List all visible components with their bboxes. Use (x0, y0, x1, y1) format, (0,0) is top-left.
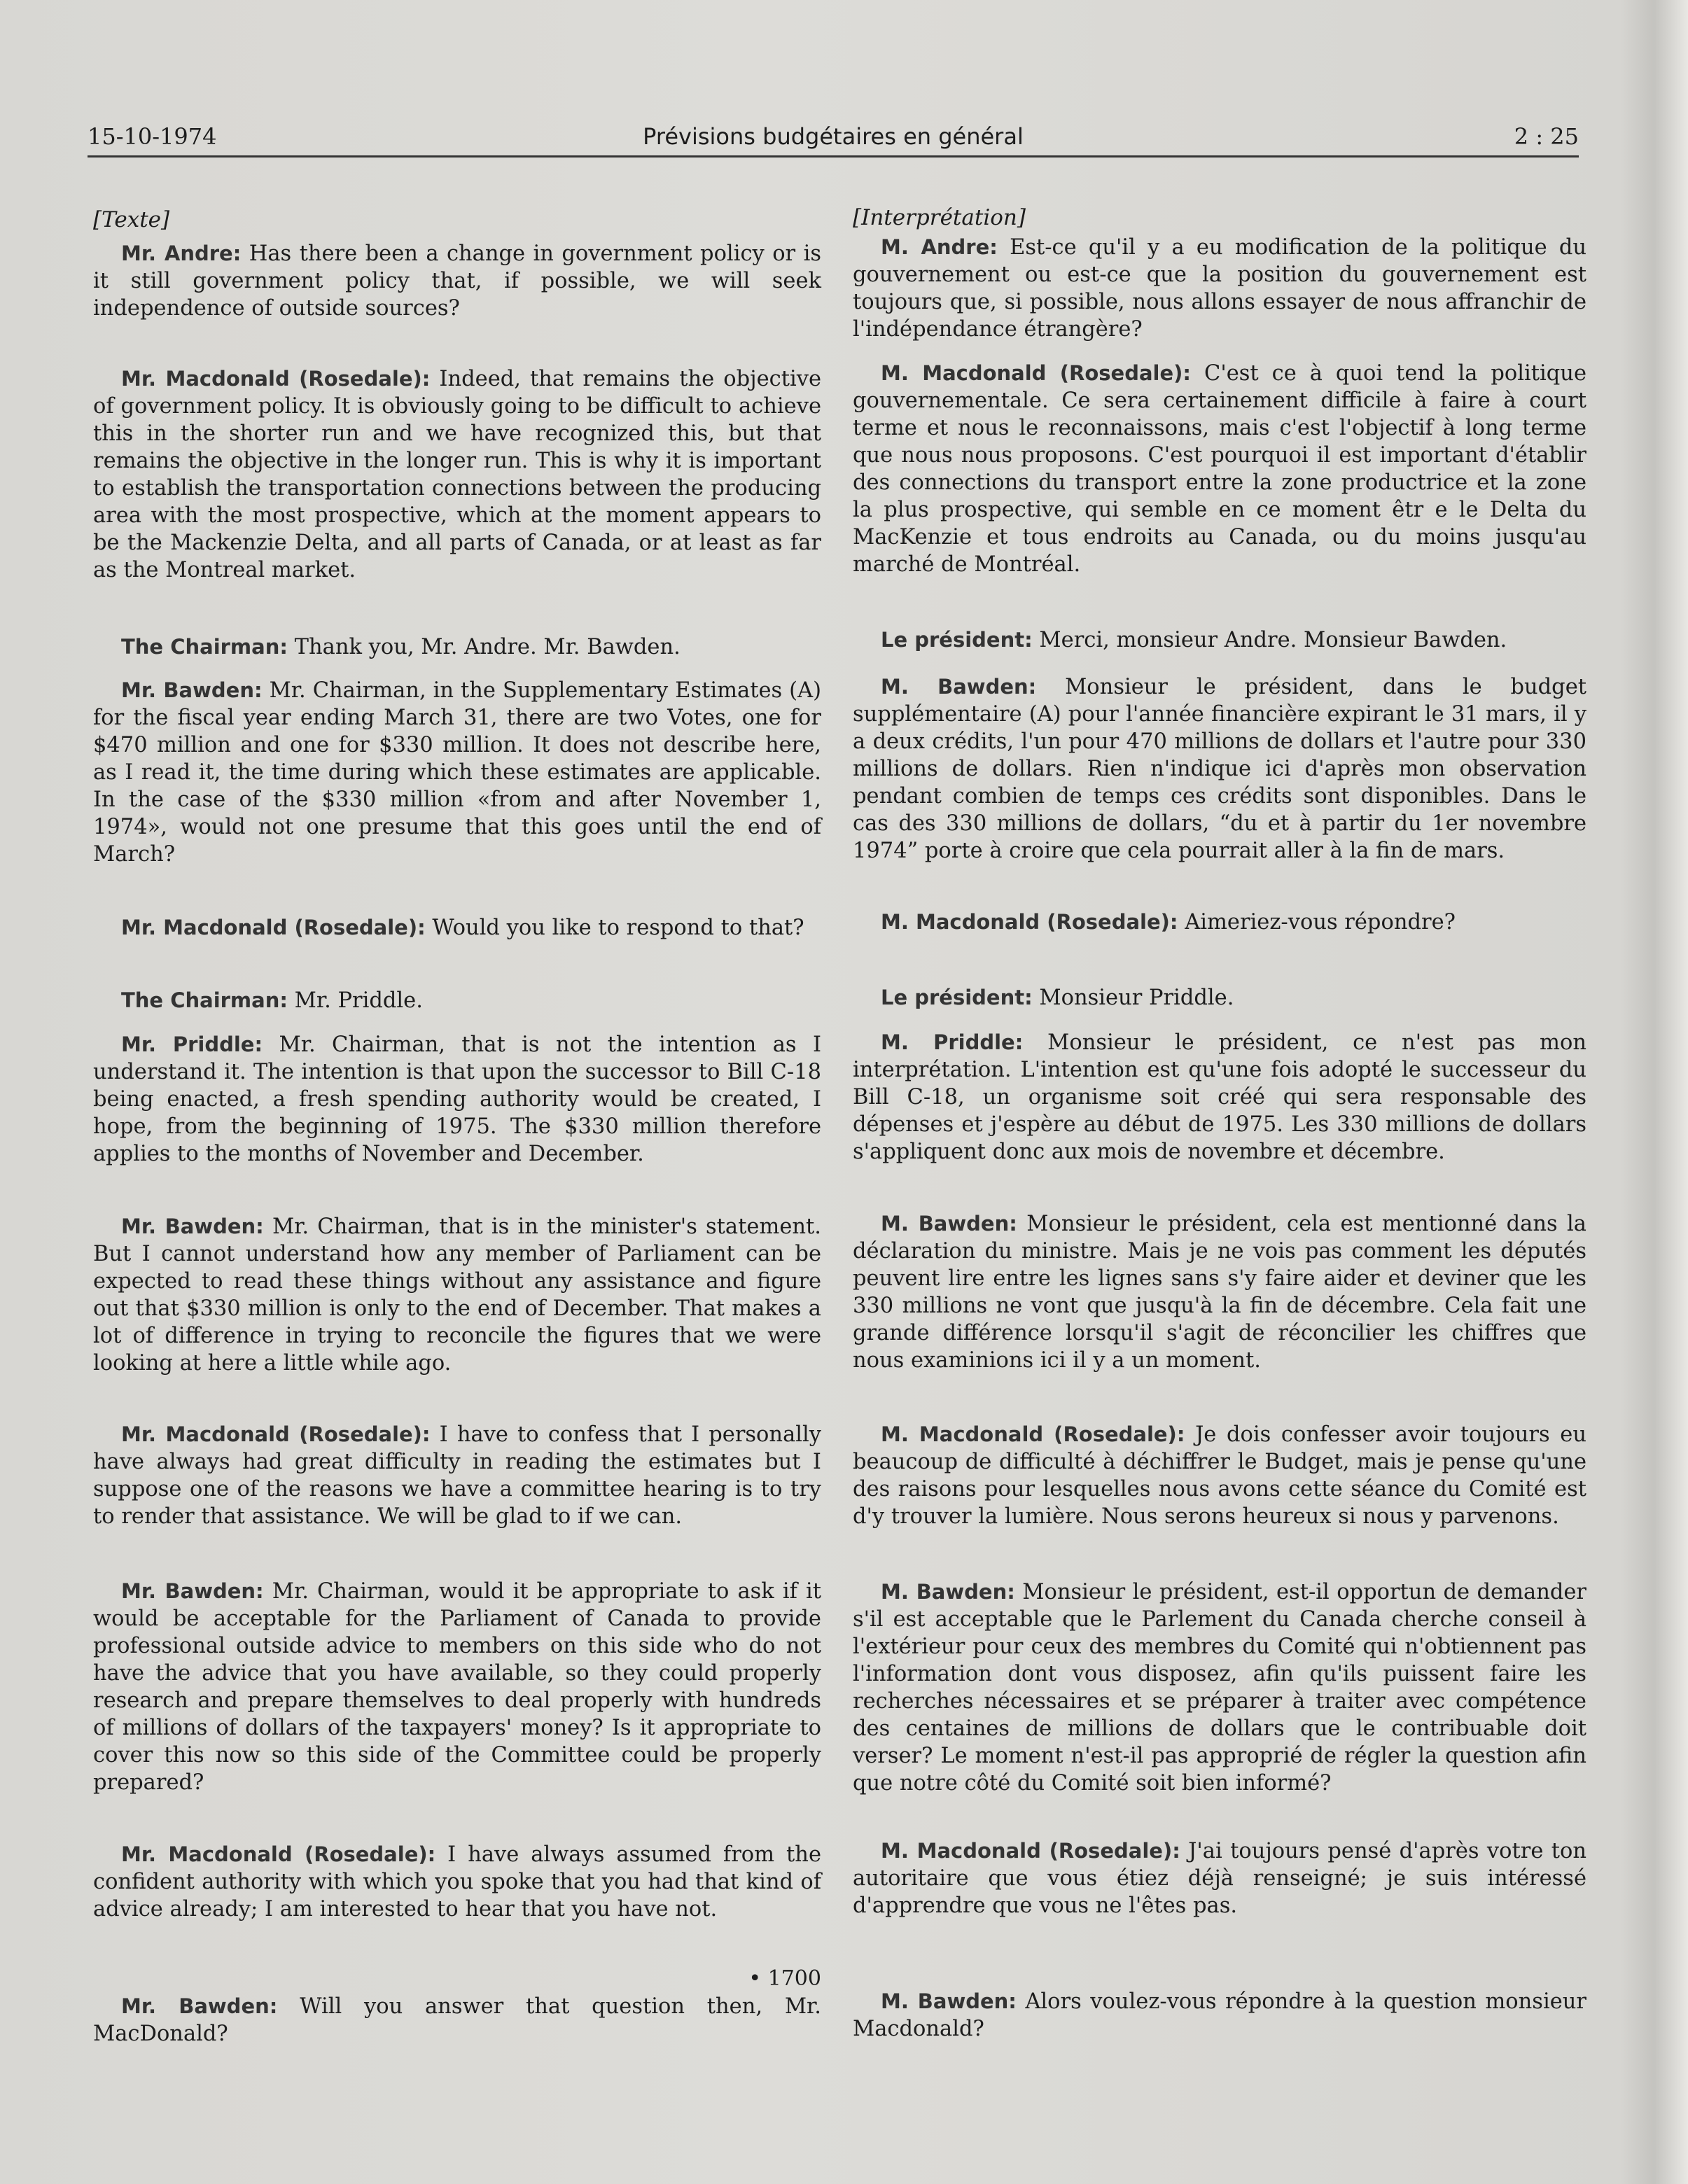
header-date: 15-10-1974 (88, 123, 217, 150)
paragraph (93, 914, 821, 941)
speaker-name: M. Macdonald (Rosedale): (881, 1839, 1180, 1863)
paragraph-text: Alors voulez-vous répondre à la question monsieur Macdonald? (853, 1989, 1586, 2041)
paragraph-text: Monsieur le président, est-il opportun de demander s'il est acceptable que le Parlement du Canada cherche conseil à l'extérieur pour ceux des membres du Comité qui n'obtiennent pas l'information dont vous disposez, afin qu'ils puissent faire les recherches nécessaires et se préparer à traiter avec compétence des centaines de millions de dollars que le contribuable doit verser? Le moment n'est-il pas approprié de régler la question afin que notre côté du Comité soit bien informé? (853, 1580, 1586, 1795)
header-page-number: 2 : 25 (1514, 123, 1579, 150)
speaker-name: Mr. Andre: (121, 241, 242, 265)
speaker-name: Mr. Macdonald (Rosedale): (121, 1422, 431, 1446)
paragraph (93, 634, 821, 661)
paragraph (93, 365, 821, 584)
speaker-name: Le président: (881, 986, 1033, 1009)
speaker-name: M. Bawden: (881, 675, 1037, 699)
paragraph-text: Mr. Chairman, in the Supplementary Estimates (A) for the fiscal year ending March 31, there are two Votes, one for $470 million and one for $330 million. It does not describe here, as I read it, the time during which these estimates are applicable. In the case of the $330 million «from and after November 1, 1974», would not one presume that this goes until the end of March? (93, 678, 821, 867)
paragraph (853, 984, 1586, 1011)
paragraph-text: Mr. Priddle. (287, 988, 423, 1013)
speaker-name: Mr. Priddle: (121, 1032, 263, 1056)
speaker-name: Mr. Bawden: (121, 1214, 264, 1238)
paragraph (93, 1578, 821, 1796)
speaker-name: M. Priddle: (881, 1030, 1024, 1054)
speaker-name: Mr. Bawden: (121, 1579, 264, 1603)
speaker-name: M. Bawden: (881, 1212, 1017, 1236)
speaker-name: M. Macdonald (Rosedale): (881, 1422, 1185, 1446)
paragraph-text: Monsieur Priddle. (1032, 986, 1234, 1010)
paragraph-text: Aimeriez-vous répondre? (1178, 910, 1456, 934)
paragraph-text: Monsieur le président, cela est mentionné dans la déclaration du ministre. Mais je ne vois pas comment les députés peuvent lire entre les lignes sans s'y faire aider et deviner que les 330 millions ne vont que jusqu'à la fin de décembre. Cela fait une grande différence lorsqu'il s'agit de réconcilier les chiffres que nous examinions ici il y a un moment. (853, 1212, 1586, 1373)
paragraph (93, 240, 821, 322)
paragraph (93, 1421, 821, 1530)
time-marker: • 1700 (748, 1966, 821, 1991)
language-tag: [Texte] (93, 207, 170, 232)
speaker-name: M. Macdonald (Rosedale): (881, 910, 1178, 934)
paragraph (853, 673, 1586, 864)
paragraph-text: I have to confess that I personally have always had great difficulty in reading the estimates but I suppose one of the reasons we have a committee hearing is to try to render that assistance. We will be glad to if we can. (93, 1422, 821, 1529)
paragraph-text: Thank you, Mr. Andre. Mr. Bawden. (287, 635, 681, 659)
paragraph (853, 1421, 1586, 1530)
paragraph (853, 360, 1586, 578)
page-header (88, 112, 1579, 158)
paragraph (93, 1031, 821, 1168)
paragraph (853, 1210, 1586, 1374)
paragraph-text: C'est ce à quoi tend la politique gouvernementale. Ce sera certainement difficile à faire à court terme et nous le reconnaissons, mais c'est l'objectif à long terme que nous nous proposons. C'est pourquoi il est important d'établir des connections du transport entre la zone productrice et la zone la plus prospective, qui semble en ce moment êtr e le Delta du MacKenzie et tous endroits au Canada, ou du moins jusqu'au marché de Montréal. (853, 361, 1586, 577)
paragraph (853, 1988, 1586, 2043)
paragraph-text: Monsieur le président, dans le budget supplémentaire (A) pour l'année financière expirant le 31 mars, il y a deux crédits, l'un pour 470 millions de dollars et l'autre pour 330 millions de dollars. Rien n'indique ici d'après mon observation pendant combien de temps ces crédits sont disponibles. Dans le cas des 330 millions de dollars, “du et à partir du 1er novembre 1974” porte à croire que cela pourrait aller à la fin de mars. (853, 675, 1587, 863)
paragraph-text: Has there been a change in government policy or is it still government policy that, if possible, we will seek independence of outside sources? (93, 241, 821, 321)
speaker-name: M. Andre: (881, 235, 998, 259)
speaker-name: The Chairman: (121, 988, 288, 1012)
paragraph (853, 1578, 1586, 1797)
paragraph-text: Est-ce qu'il y a eu modification de la politique du gouvernement ou est-ce que la position du gouvernement est toujours que, si possible, nous allons essayer de nous affranchir de l'indépendance étrangère? (853, 235, 1587, 342)
paragraph-text: I have always assumed from the confident authority with which you spoke that you had that kind of advice already; I am interested to hear that you have not. (93, 1842, 821, 1921)
paragraph (853, 626, 1586, 654)
paragraph-text: Indeed, that remains the objective of government policy. It is obviously going to be difficult to achieve this in the shorter run and we have recognized this, but that remains the objective in the longer run. This is why it is important to establish the transportation connections between the producing area with the most prospective, which at the moment appears to be the Mackenzie Delta, and all parts of Canada, or at least as far as the Montreal market. (93, 367, 821, 582)
paragraph (93, 1841, 821, 1923)
speaker-name: M. Bawden: (881, 1989, 1017, 2013)
paragraph-text: Monsieur le président, ce n'est pas mon interprétation. L'intention est qu'une fois adopté le successeur du Bill C-18, un organisme soit créé qui sera responsable des dépenses et j'espère au début de 1975. Les 330 millions de dollars s'appliquent donc aux mois de novembre et décembre. (853, 1030, 1586, 1164)
paragraph (93, 1993, 821, 2047)
speaker-name: M. Bawden: (881, 1580, 1015, 1604)
speaker-name: Mr. Macdonald (Rosedale): (121, 367, 431, 391)
paragraph (853, 1837, 1586, 1919)
paragraph (93, 1213, 821, 1377)
speaker-name: Mr. Macdonald (Rosedale): (121, 1842, 436, 1866)
paragraph (93, 987, 821, 1014)
speaker-name: Mr. Bawden: (121, 678, 263, 702)
paragraph-text: Will you answer that question then, Mr. MacDonald? (93, 1994, 821, 2046)
paragraph-text: J'ai toujours pensé d'après votre ton autoritaire que vous étiez déjà renseigné; je suis intéressé d'apprendre que vous ne l'êtes pas. (853, 1839, 1586, 1918)
paragraph (853, 909, 1586, 936)
language-tag: [Interprétation] (853, 205, 1026, 230)
speaker-name: M. Macdonald (Rosedale): (881, 361, 1192, 385)
paragraph-text: Merci, monsieur Andre. Monsieur Bawden. (1032, 628, 1507, 652)
paragraph (853, 1029, 1586, 1166)
speaker-name: Mr. Bawden: (121, 1994, 278, 2018)
speaker-name: Le président: (881, 628, 1033, 652)
paragraph-text: Would you like to respond to that? (425, 916, 804, 940)
paragraph-text: Mr. Chairman, would it be appropriate to ask if it would be acceptable for the Parliament of Canada to provide professional outside advice to members on this side who do not have the advice that you have available, so they could properly research and prepare themselves to deal properly with hundreds of millions of dollars of the taxpayers' money? Is it appropriate to cover this now so this side of the Committee could be properly prepared? (93, 1579, 821, 1795)
header-title: Prévisions budgétaires en général (643, 123, 1024, 150)
speaker-name: The Chairman: (121, 635, 288, 659)
paragraph-text: Mr. Chairman, that is in the minister's statement. But I cannot understand how any member of Parliament can be expected to read these things without any assistance and figure out that $330 million is only to the end of December. That makes a lot of difference in trying to reconcile the figures that we were looking at here a little while ago. (93, 1214, 821, 1376)
paragraph-text: Je dois confesser avoir toujours eu beaucoup de difficulté à déchiffrer le Budget, mais je pense qu'une des raisons pour lesquelles nous avons cette séance du Comité est d'y trouver la lumière. Nous serons heureux si nous y parvenons. (853, 1422, 1586, 1529)
paragraph (853, 234, 1586, 343)
speaker-name: Mr. Macdonald (Rosedale): (121, 916, 426, 939)
paragraph-text: Mr. Chairman, that is not the intention as I understand it. The intention is that upon the successor to Bill C-18 being enacted, a fresh spending authority would be created, I hope, from the beginning of 1975. The $330 million therefore applies to the months of November and December. (93, 1032, 822, 1166)
paragraph (93, 677, 821, 868)
